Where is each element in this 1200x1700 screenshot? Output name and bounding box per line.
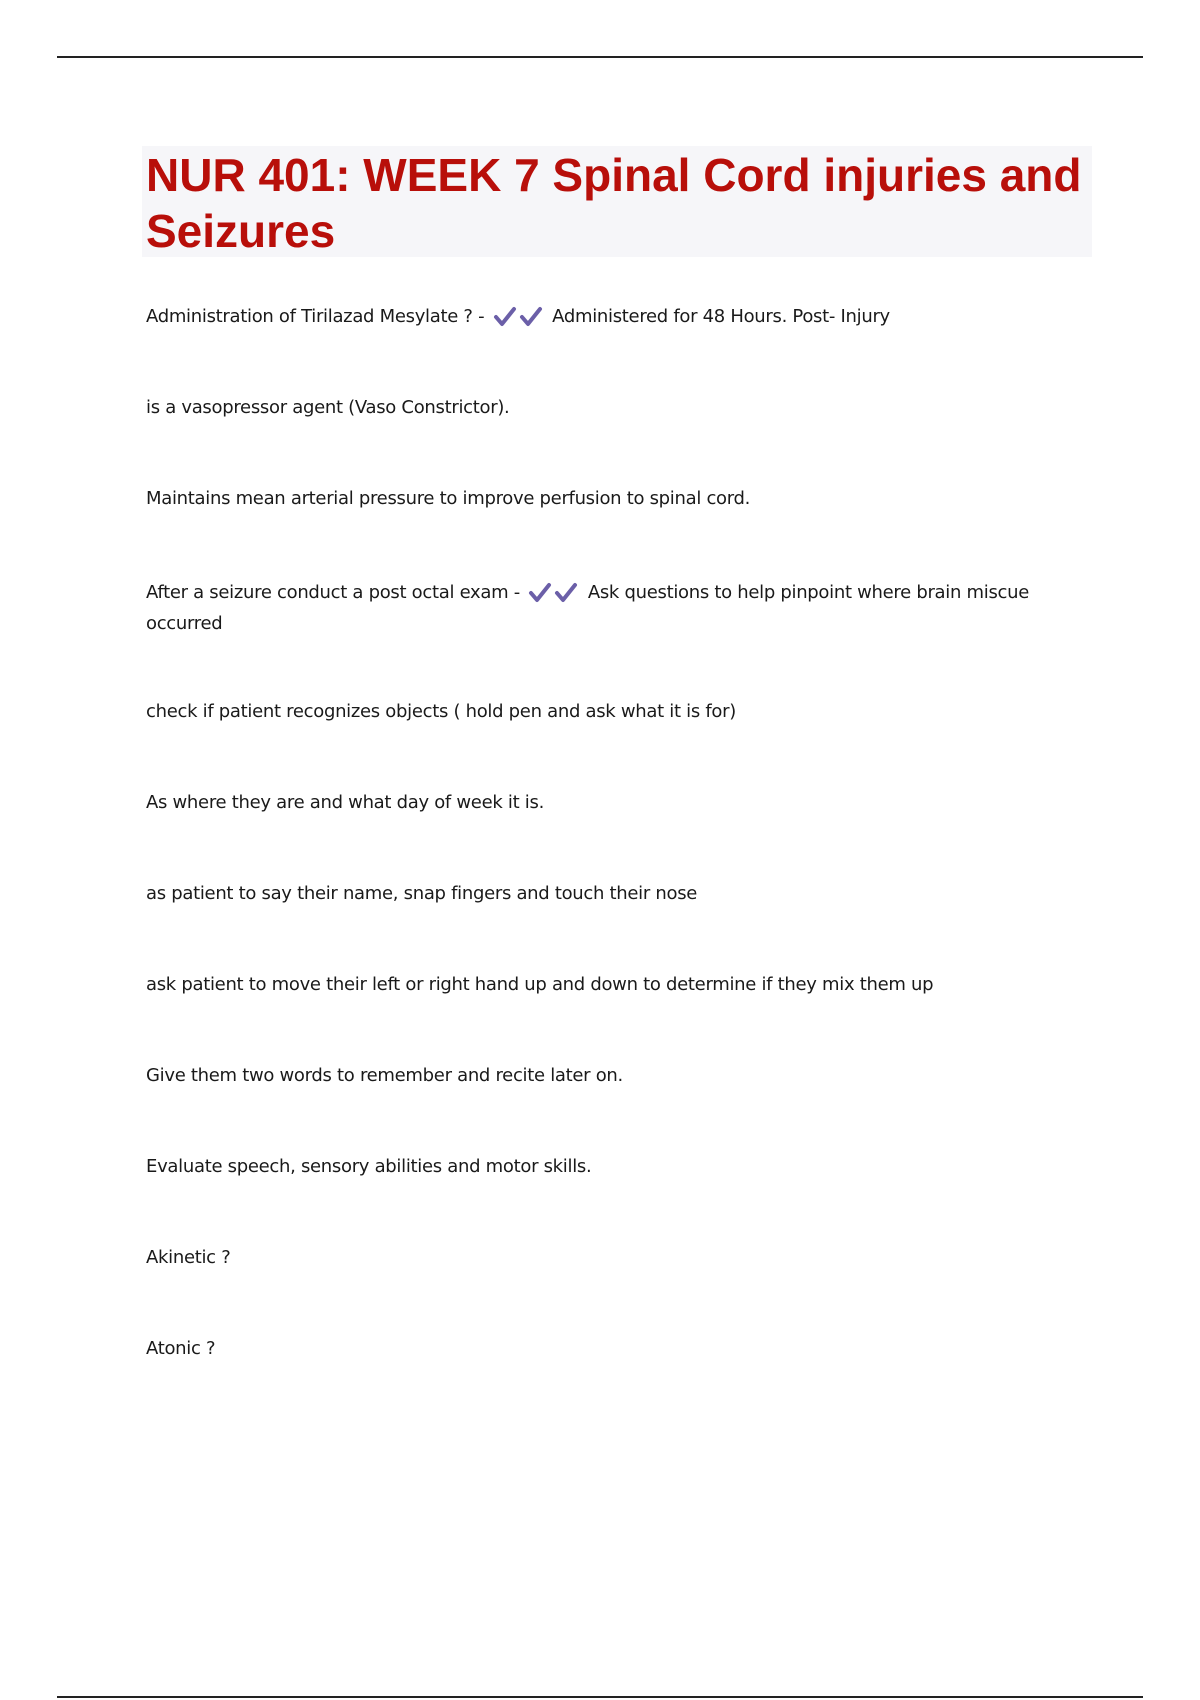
- answer-text: Ask questions to help pinpoint where brain miscue occurred: [146, 582, 1030, 634]
- entry-item: [146, 394, 1076, 422]
- checkmark-icon: [492, 306, 518, 328]
- entry-text: As where they are and what day of week it is.: [146, 792, 544, 813]
- checkmark-icon: [518, 306, 544, 328]
- entry-text: Maintains mean arterial pressure to improve perfusion to spinal cord.: [146, 488, 751, 509]
- document-title: NUR 401: WEEK 7 Spinal Cord injuries and Seizures: [146, 149, 1082, 257]
- entry-text: ask patient to move their left or right hand up and down to determine if they mix them up: [146, 974, 934, 995]
- entry-item: [146, 971, 1076, 999]
- question-text: After a seizure conduct a post octal exam -: [146, 582, 520, 603]
- question-text: Administration of Tirilazad Mesylate ? -: [146, 306, 485, 327]
- entry-item: [146, 579, 1076, 638]
- top-rule: [57, 56, 1143, 58]
- answer-text: Administered for 48 Hours. Post- Injury: [552, 306, 890, 327]
- bottom-rule: [57, 1696, 1143, 1698]
- entry-item: [146, 303, 1076, 334]
- checkmark-icon: [553, 582, 579, 604]
- double-check-marker: [527, 582, 579, 610]
- double-check-marker: [492, 306, 544, 334]
- entry-item: [146, 1244, 1076, 1272]
- entry-text: Atonic ?: [146, 1338, 216, 1359]
- entry-text: check if patient recognizes objects ( hold pen and ask what it is for): [146, 701, 736, 722]
- entry-item: [146, 485, 1076, 513]
- entry-item: [146, 1335, 1076, 1363]
- entry-item: [146, 698, 1076, 726]
- entry-item: [146, 1062, 1076, 1090]
- checkmark-icon: [527, 582, 553, 604]
- entry-item: [146, 1153, 1076, 1181]
- entry-text: Evaluate speech, sensory abilities and motor skills.: [146, 1156, 592, 1177]
- entry-item: [146, 880, 1076, 908]
- entry-text: as patient to say their name, snap fingers and touch their nose: [146, 883, 698, 904]
- entry-text: Give them two words to remember and recite later on.: [146, 1065, 623, 1086]
- entry-item: [146, 789, 1076, 817]
- entry-text: is a vasopressor agent (Vaso Constrictor).: [146, 397, 510, 418]
- entry-text: Akinetic ?: [146, 1247, 231, 1268]
